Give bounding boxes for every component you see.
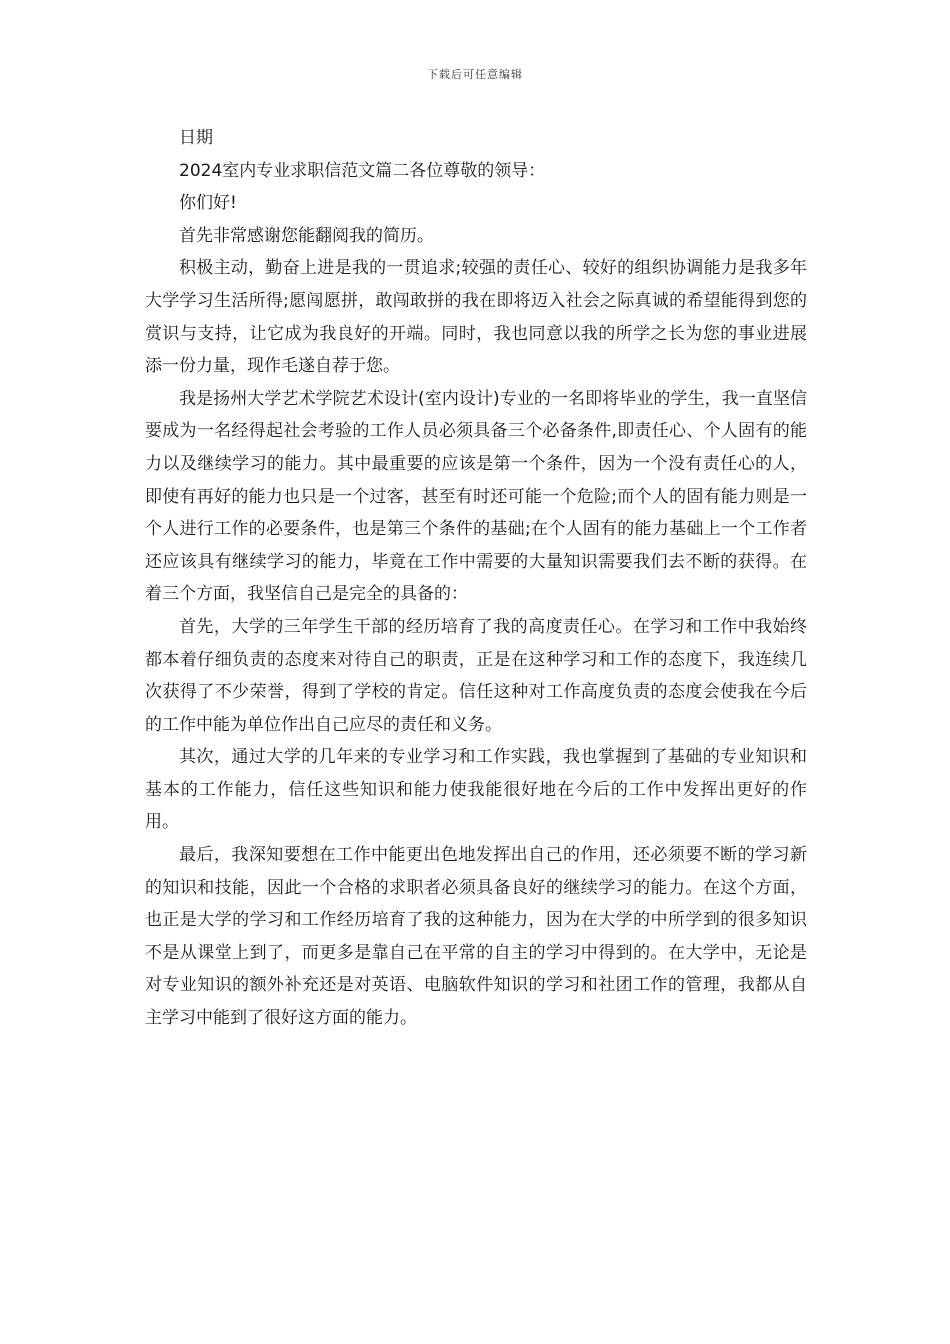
document-body [145, 122, 807, 1035]
page-header-note: 下载后可任意编辑 [427, 68, 523, 81]
paragraph-title-greeting: 2024室内专业求职信范文篇二各位尊敬的领导： [179, 160, 546, 181]
paragraph-first: 首先，大学的三年学生干部的经历培育了我的高度责任心。在学习和工作中我始终都本着仔细负责的态度来对待自己的职责，正是在这种学习和工作的态度下，我连续几次获得了不少荣誉，得到了学校的肯定。信任这种对工作高度负责的态度会使我在今后的工作中能为单位作出自己应尽的责任和义务。 [145, 616, 807, 735]
paragraph-background: 我是扬州大学艺术学院艺术设计(室内设计)专业的一名即将毕业的学生，我一直坚信要成为一名经得起社会考验的工作人员必须具备三个必备条件,即责任心、个人固有的能力以及继续学习的能力。其中最重要的应该是第一个条件，因为一个没有责任心的人，即使有再好的能力也只是一个过客，甚至有时还可能一个危险;而个人的固有能力则是一个人进行工作的必要条件，也是第三个条件的基础;在个人固有的能力基础上一个工作者还应该具有继续学习的能力，毕竟在工作中需要的大量知识需要我们去不断的获得。在着三个方面，我坚信自己是完全的具备的： [145, 388, 807, 605]
paragraph-hello: 你们好! [179, 193, 237, 214]
paragraph-last: 最后，我深知要想在工作中能更出色地发挥出自己的作用，还必须要不断的学习新的知识和技能，因此一个合格的求职者必须具备良好的继续学习的能力。在这个方面，也正是大学的学习和工作经历培育了我的这种能力，因为在大学的中所学到的很多知识不是从课堂上到了，而更多是靠自己在平常的自主的学习中得到的。在大学中，无论是对专业知识的额外补充还是对英语、电脑软件知识的学习和社团工作的管理，我都从自主学习中能到了很好这方面的能力。 [145, 845, 807, 1029]
paragraph-thanks: 首先非常感谢您能翻阅我的简历。 [179, 225, 434, 246]
paragraph-self-summary: 积极主动，勤奋上进是我的一贯追求;较强的责任心、较好的组织协调能力是我多年大学学习生活所得;愿闯愿拼，敢闯敢拼的我在即将迈入社会之际真诚的希望能得到您的赏识与支持，让它成为我良好的开端。同时，我也同意以我的所学之长为您的事业进展添一份力量，现作毛遂自荐于您。 [145, 258, 807, 377]
paragraph-second: 其次，通过大学的几年来的专业学习和工作实践，我也掌握到了基础的专业知识和基本的工作能力，信任这些知识和能力使我能很好地在今后的工作中发挥出更好的作用。 [145, 747, 807, 833]
paragraph-date: 日期 [179, 128, 213, 148]
